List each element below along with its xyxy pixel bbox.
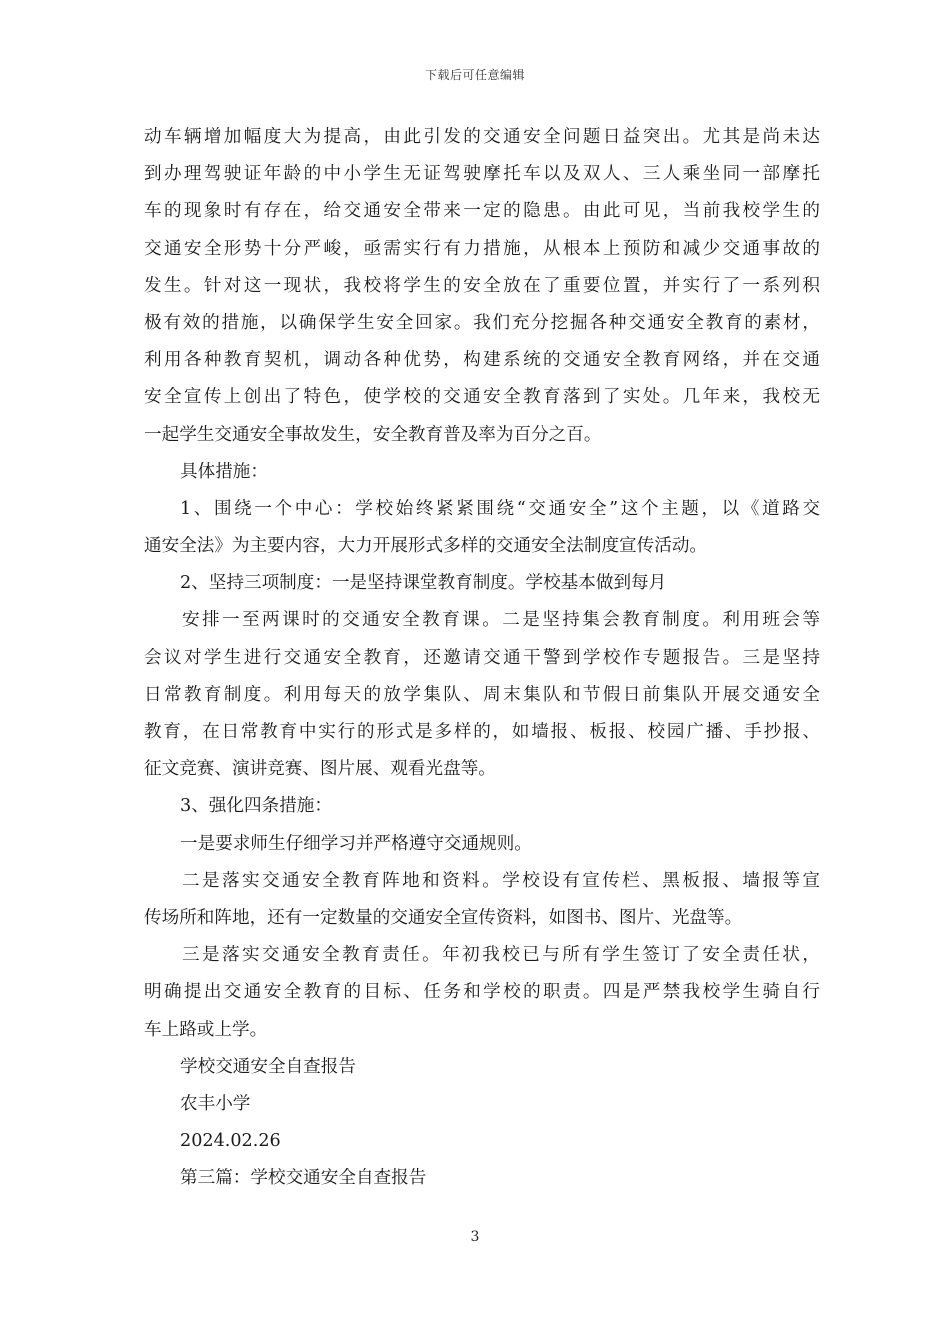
text-line: 征文竞赛、演讲竞赛、图片展、观看光盘等。: [144, 759, 496, 780]
text-line: 会议对学生进行交通安全教育，还邀请交通干警到学校作专题报告。三是坚持: [144, 647, 820, 668]
text-line: 安全宣传上创出了特色，使学校的交通安全教育落到了实处。几年来，我校无: [144, 387, 820, 408]
text-line: 传场所和阵地，还有一定数量的交通安全宣传资料，如图书、图片、光盘等。: [144, 907, 743, 928]
text-line: 极有效的措施，以确保学生安全回家。我们充分挖掘各种交通安全教育的素材，: [144, 312, 820, 333]
text-line: 一是要求师生仔细学习并严格遵守交通规则。: [180, 833, 532, 854]
section-heading: 具体措施：: [180, 461, 268, 482]
text-line: 发生。针对这一现状，我校将学生的安全放在了重要位置，并实行了一系列积: [144, 275, 820, 296]
text-line: 车上路或上学。: [144, 1019, 268, 1040]
text-line: 教育，在日常教育中实行的形式是多样的，如墙报、板报、校园广播、手抄报、: [144, 722, 820, 742]
text-line: 二是落实交通安全教育阵地和资料。学校设有宣传栏、黑板报、墙报等宣: [182, 870, 820, 891]
report-date: 2024.02.26: [180, 1131, 281, 1152]
text-line: 安排一至两课时的交通安全教育课。二是坚持集会教育制度。利用班会等: [182, 610, 820, 631]
page-number: 3: [470, 1229, 480, 1245]
section-heading: 3、强化四条措施：: [180, 796, 332, 817]
report-title: 学校交通安全自查报告: [180, 1056, 356, 1077]
text-line: 动车辆增加幅度大为提高，由此引发的交通安全问题日益突出。尤其是尚未达: [144, 127, 820, 147]
text-line: 1、围绕一个中心：学校始终紧紧围绕“交通安全”这个主题，以《道路交: [180, 498, 820, 519]
text-line: 三是落实交通安全教育责任。年初我校已与所有学生签订了安全责任状，: [182, 945, 820, 966]
page-header: 下载后可任意编辑: [424, 68, 525, 82]
text-line: 2、坚持三项制度：一是坚持课堂教育制度。学校基本做到每月: [180, 573, 667, 594]
school-name: 农丰小学: [180, 1093, 251, 1114]
text-line: 通安全法》为主要内容，大力开展形式多样的交通安全法制度宣传活动。: [144, 536, 708, 557]
document-body: [144, 119, 820, 1197]
text-line: 一起学生交通安全事故发生，安全教育普及率为百分之百。: [144, 424, 602, 445]
text-line: 明确提出交通安全教育的目标、任务和学校的职责。四是严禁我校学生骑自行: [144, 982, 820, 1003]
text-line: 车的现象时有存在，给交通安全带来一定的隐患。由此可见，当前我校学生的: [144, 201, 820, 222]
text-line: 日常教育制度。利用每天的放学集队、周末集队和节假日前集队开展交通安全: [144, 684, 820, 705]
text-line: 交通安全形势十分严峻，亟需实行有力措施，从根本上预防和减少交通事故的: [144, 238, 820, 259]
text-line: 利用各种教育契机，调动各种优势，构建系统的交通安全教育网络，并在交通: [144, 350, 820, 371]
text-line: 到办理驾驶证年龄的中小学生无证驾驶摩托车以及双人、三人乘坐同一部摩托: [144, 164, 820, 185]
chapter-heading: 第三篇：学校交通安全自查报告: [180, 1168, 427, 1189]
